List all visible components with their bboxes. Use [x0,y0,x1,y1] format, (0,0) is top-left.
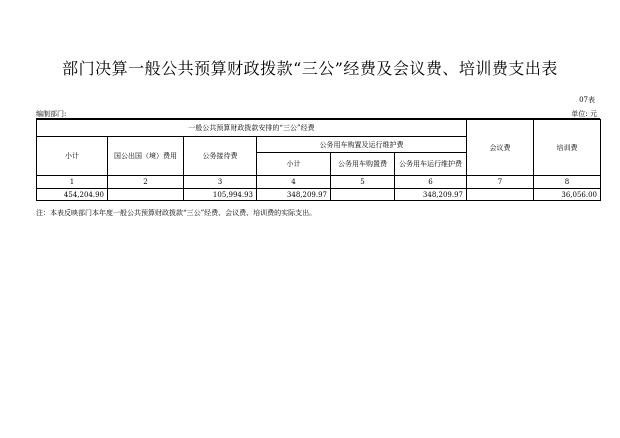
column-index: 4 [257,176,331,189]
vehicle-operation-header: 公务用车运行维护费 [395,153,467,176]
values-row [37,189,601,201]
training-fee-value: 36,056.00 [534,189,601,201]
vehicle-group-header: 公务用车购置及运行维护费 [257,137,467,153]
subtotal-header: 小计 [37,137,108,176]
vehicle-subtotal-value: 348,209.97 [257,189,331,201]
reception-fee-value: 105,994.93 [184,189,257,201]
currency-unit-label: 单位: 元 [571,110,597,118]
header-row-1 [37,120,601,137]
footnote: 注：本表反映部门本年度一般公共预算财政拨款“三公”经费、会议费、培训费的实际支出。 [36,209,317,217]
three-public-expenses-group-header: 一般公共预算财政拨款安排的“三公”经费 [37,120,467,137]
vehicle-purchase-value [331,189,395,201]
expenditure-table [36,119,601,201]
column-index: 8 [534,176,601,189]
vehicle-operation-value: 348,209.97 [395,189,467,201]
meeting-fee-header: 会议费 [467,120,534,176]
training-fee-header: 培训费 [534,120,601,176]
column-index: 3 [184,176,257,189]
compiling-department-label: 编制部门: [36,110,67,118]
column-index: 7 [467,176,534,189]
abroad-fee-value [108,189,184,201]
form-code: 07表 [579,96,595,104]
subtotal-value: 454,204.90 [37,189,108,201]
vehicle-purchase-header: 公务用车购置费 [331,153,395,176]
column-index: 6 [395,176,467,189]
page-title: 部门决算一般公共预算财政拨款“三公”经费及会议费、培训费支出表 [62,59,558,78]
reception-fee-header: 公务接待费 [184,137,257,176]
column-index: 5 [331,176,395,189]
meeting-fee-value [467,189,534,201]
column-index: 1 [37,176,108,189]
column-index-row [37,176,601,189]
abroad-fee-header: 国公出国（境）费用 [108,137,184,176]
column-index: 2 [108,176,184,189]
vehicle-subtotal-header: 小计 [257,153,331,176]
